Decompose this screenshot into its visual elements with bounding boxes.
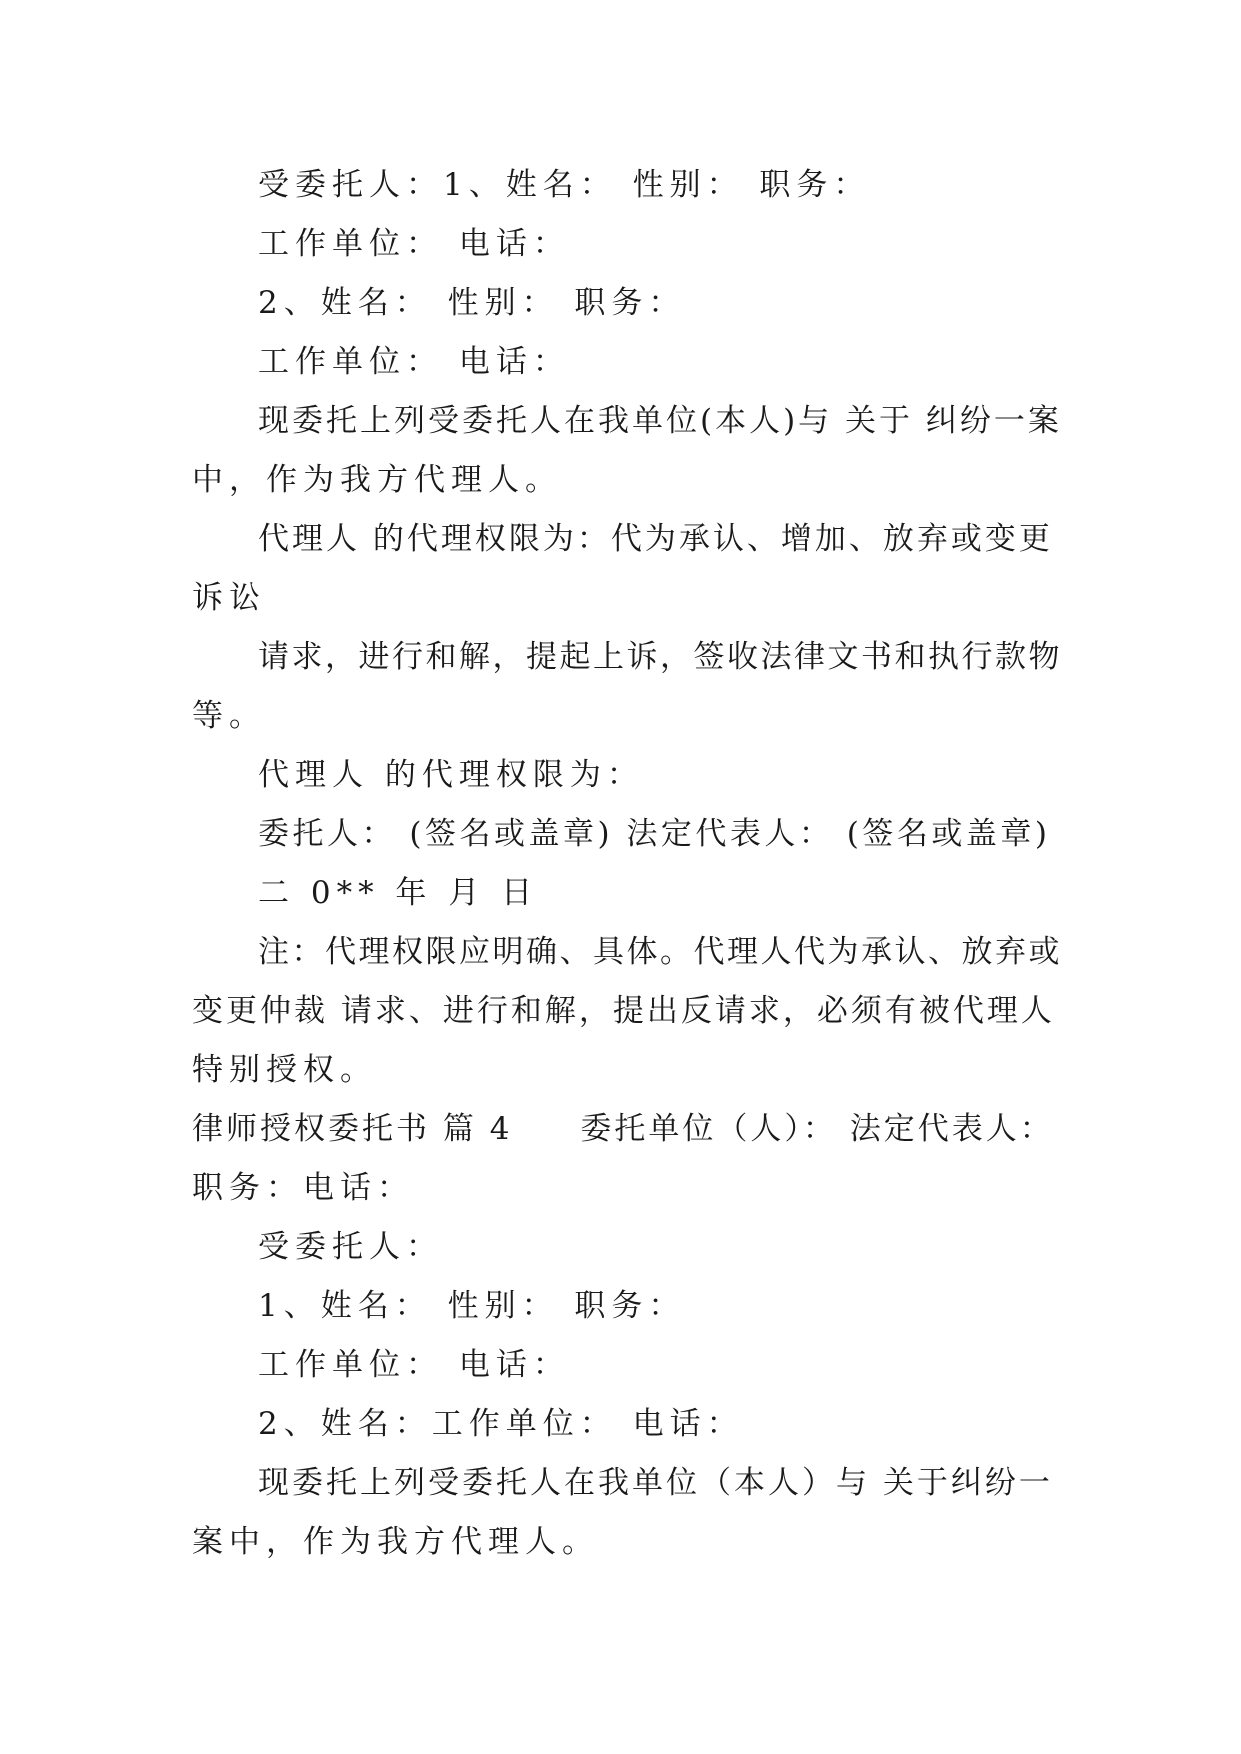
text-line: 变更仲裁 请求、进行和解，提出反请求，必须有被代理人 [192, 993, 1055, 1029]
text-line: 受委托人：1、姓名： 性别： 职务： [258, 167, 871, 203]
text-line: 职务：电话： [192, 1170, 414, 1206]
text-line: 二 0** 年 月 日 [258, 875, 539, 911]
text-line: 注：代理权限应明确、具体。代理人代为承认、放弃或 [258, 934, 1062, 970]
text-line: 代理人 的代理权限为：代为承认、增加、放弃或变更 [258, 521, 1053, 557]
text-line: 1、姓名： 性别： 职务： [258, 1288, 686, 1324]
text-line: 委托人： (签名或盖章) 法定代表人： (签名或盖章) [258, 816, 1051, 852]
text-line: 等。 [192, 698, 266, 734]
text-line: 2、姓名： 性别： 职务： [258, 285, 686, 321]
text-line: 受委托人： [258, 1229, 443, 1265]
text-line: 工作单位： 电话： [258, 226, 570, 262]
text-line: 中，作为我方代理人。 [192, 462, 562, 498]
text-line: 请求，进行和解，提起上诉，签收法律文书和执行款物 [258, 639, 1062, 675]
text-line: 特别授权。 [192, 1052, 377, 1088]
text-line: 诉讼 [192, 580, 266, 616]
text-line: 工作单位： 电话： [258, 1347, 570, 1383]
text-line: 代理人 的代理权限为： [258, 757, 644, 793]
text-line: 案中，作为我方代理人。 [192, 1524, 599, 1560]
text-line: 现委托上列受委托人在我单位（本人）与 关于纠纷一 [258, 1465, 1053, 1501]
text-line: 2、姓名：工作单位： 电话： [258, 1406, 744, 1442]
text-line: 工作单位： 电话： [258, 344, 570, 380]
text-line: 现委托上列受委托人在我单位(本人)与 关于 纠纷一案 [258, 403, 1062, 439]
section-heading: 律师授权委托书 篇 4 委托单位（人）： 法定代表人： [192, 1111, 1054, 1147]
